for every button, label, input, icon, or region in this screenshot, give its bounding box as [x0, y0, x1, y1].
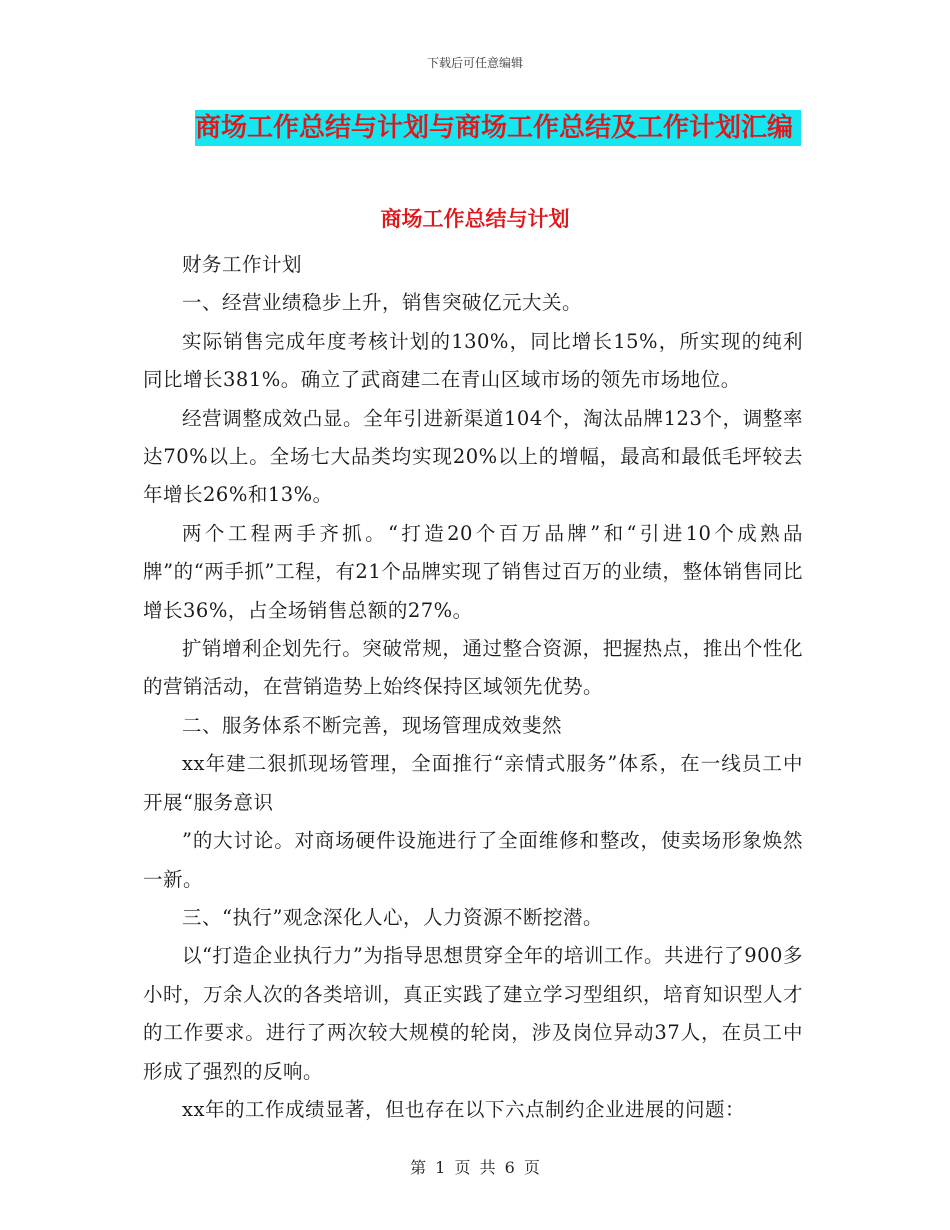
- header-note: 下载后可任意编辑: [426, 56, 523, 70]
- paragraph: 一、经营业绩稳步上升，销售突破亿元大关。: [182, 291, 583, 315]
- paragraph: xx年建二狠抓现场管理，全面推行“亲情式服务”体系，在一线员工中开展“服务意识: [143, 752, 803, 814]
- paragraph: 二、服务体系不断完善，现场管理成效斐然: [182, 713, 563, 737]
- main-title: 商场工作总结与计划与商场工作总结及工作计划汇编: [195, 113, 794, 143]
- paragraph: 经营调整成效凸显。全年引进新渠道104个，淘汰品牌123个，调整率达70%以上。全场七大品类均实现20%以上的增幅，最高和最低毛坪较去年增长26%和13%。: [143, 406, 803, 507]
- paragraph: 扩销增利企划先行。突破常规，通过整合资源，把握热点，推出个性化的营销活动，在营销造势上始终保持区域领先优势。: [143, 637, 803, 699]
- sub-title: 商场工作总结与计划: [380, 207, 570, 231]
- paragraph: 三、“执行”观念深化人心，人力资源不断挖潜。: [182, 905, 603, 929]
- paragraph: xx年的工作成绩显著，但也存在以下六点制约企业进展的问题：: [182, 1097, 745, 1121]
- paragraph: 实际销售完成年度考核计划的130%，同比增长15%，所实现的纯利同比增长381%。确立了武商建二在青山区域市场的领先市场地位。: [143, 329, 803, 392]
- paragraph: 以“打造企业执行力”为指导思想贯穿全年的培训工作。共进行了900多小时，万余人次的各类培训，真正实践了建立学习型组织，培育知识型人才的工作要求。进行了两次较大规模的轮岗，涉及岗位异动37人，在员工中形成了强烈的反响。: [143, 944, 804, 1083]
- body-text: [143, 246, 803, 1129]
- paragraph: 两个工程两手齐抓。“打造20个百万品牌”和“引进10个成熟品牌”的“两手抓”工程，有21个品牌实现了销售过百万的业绩，整体销售同比增长36%，占全场销售总额的27%。: [143, 521, 803, 622]
- page-footer: 第 1 页 共 6 页: [410, 1158, 540, 1177]
- main-title-highlight: [195, 110, 801, 146]
- paragraph: 财务工作计划: [182, 253, 303, 276]
- paragraph: ”的大讨论。对商场硬件设施进行了全面维修和整改，使卖场形象焕然一新。: [143, 829, 803, 891]
